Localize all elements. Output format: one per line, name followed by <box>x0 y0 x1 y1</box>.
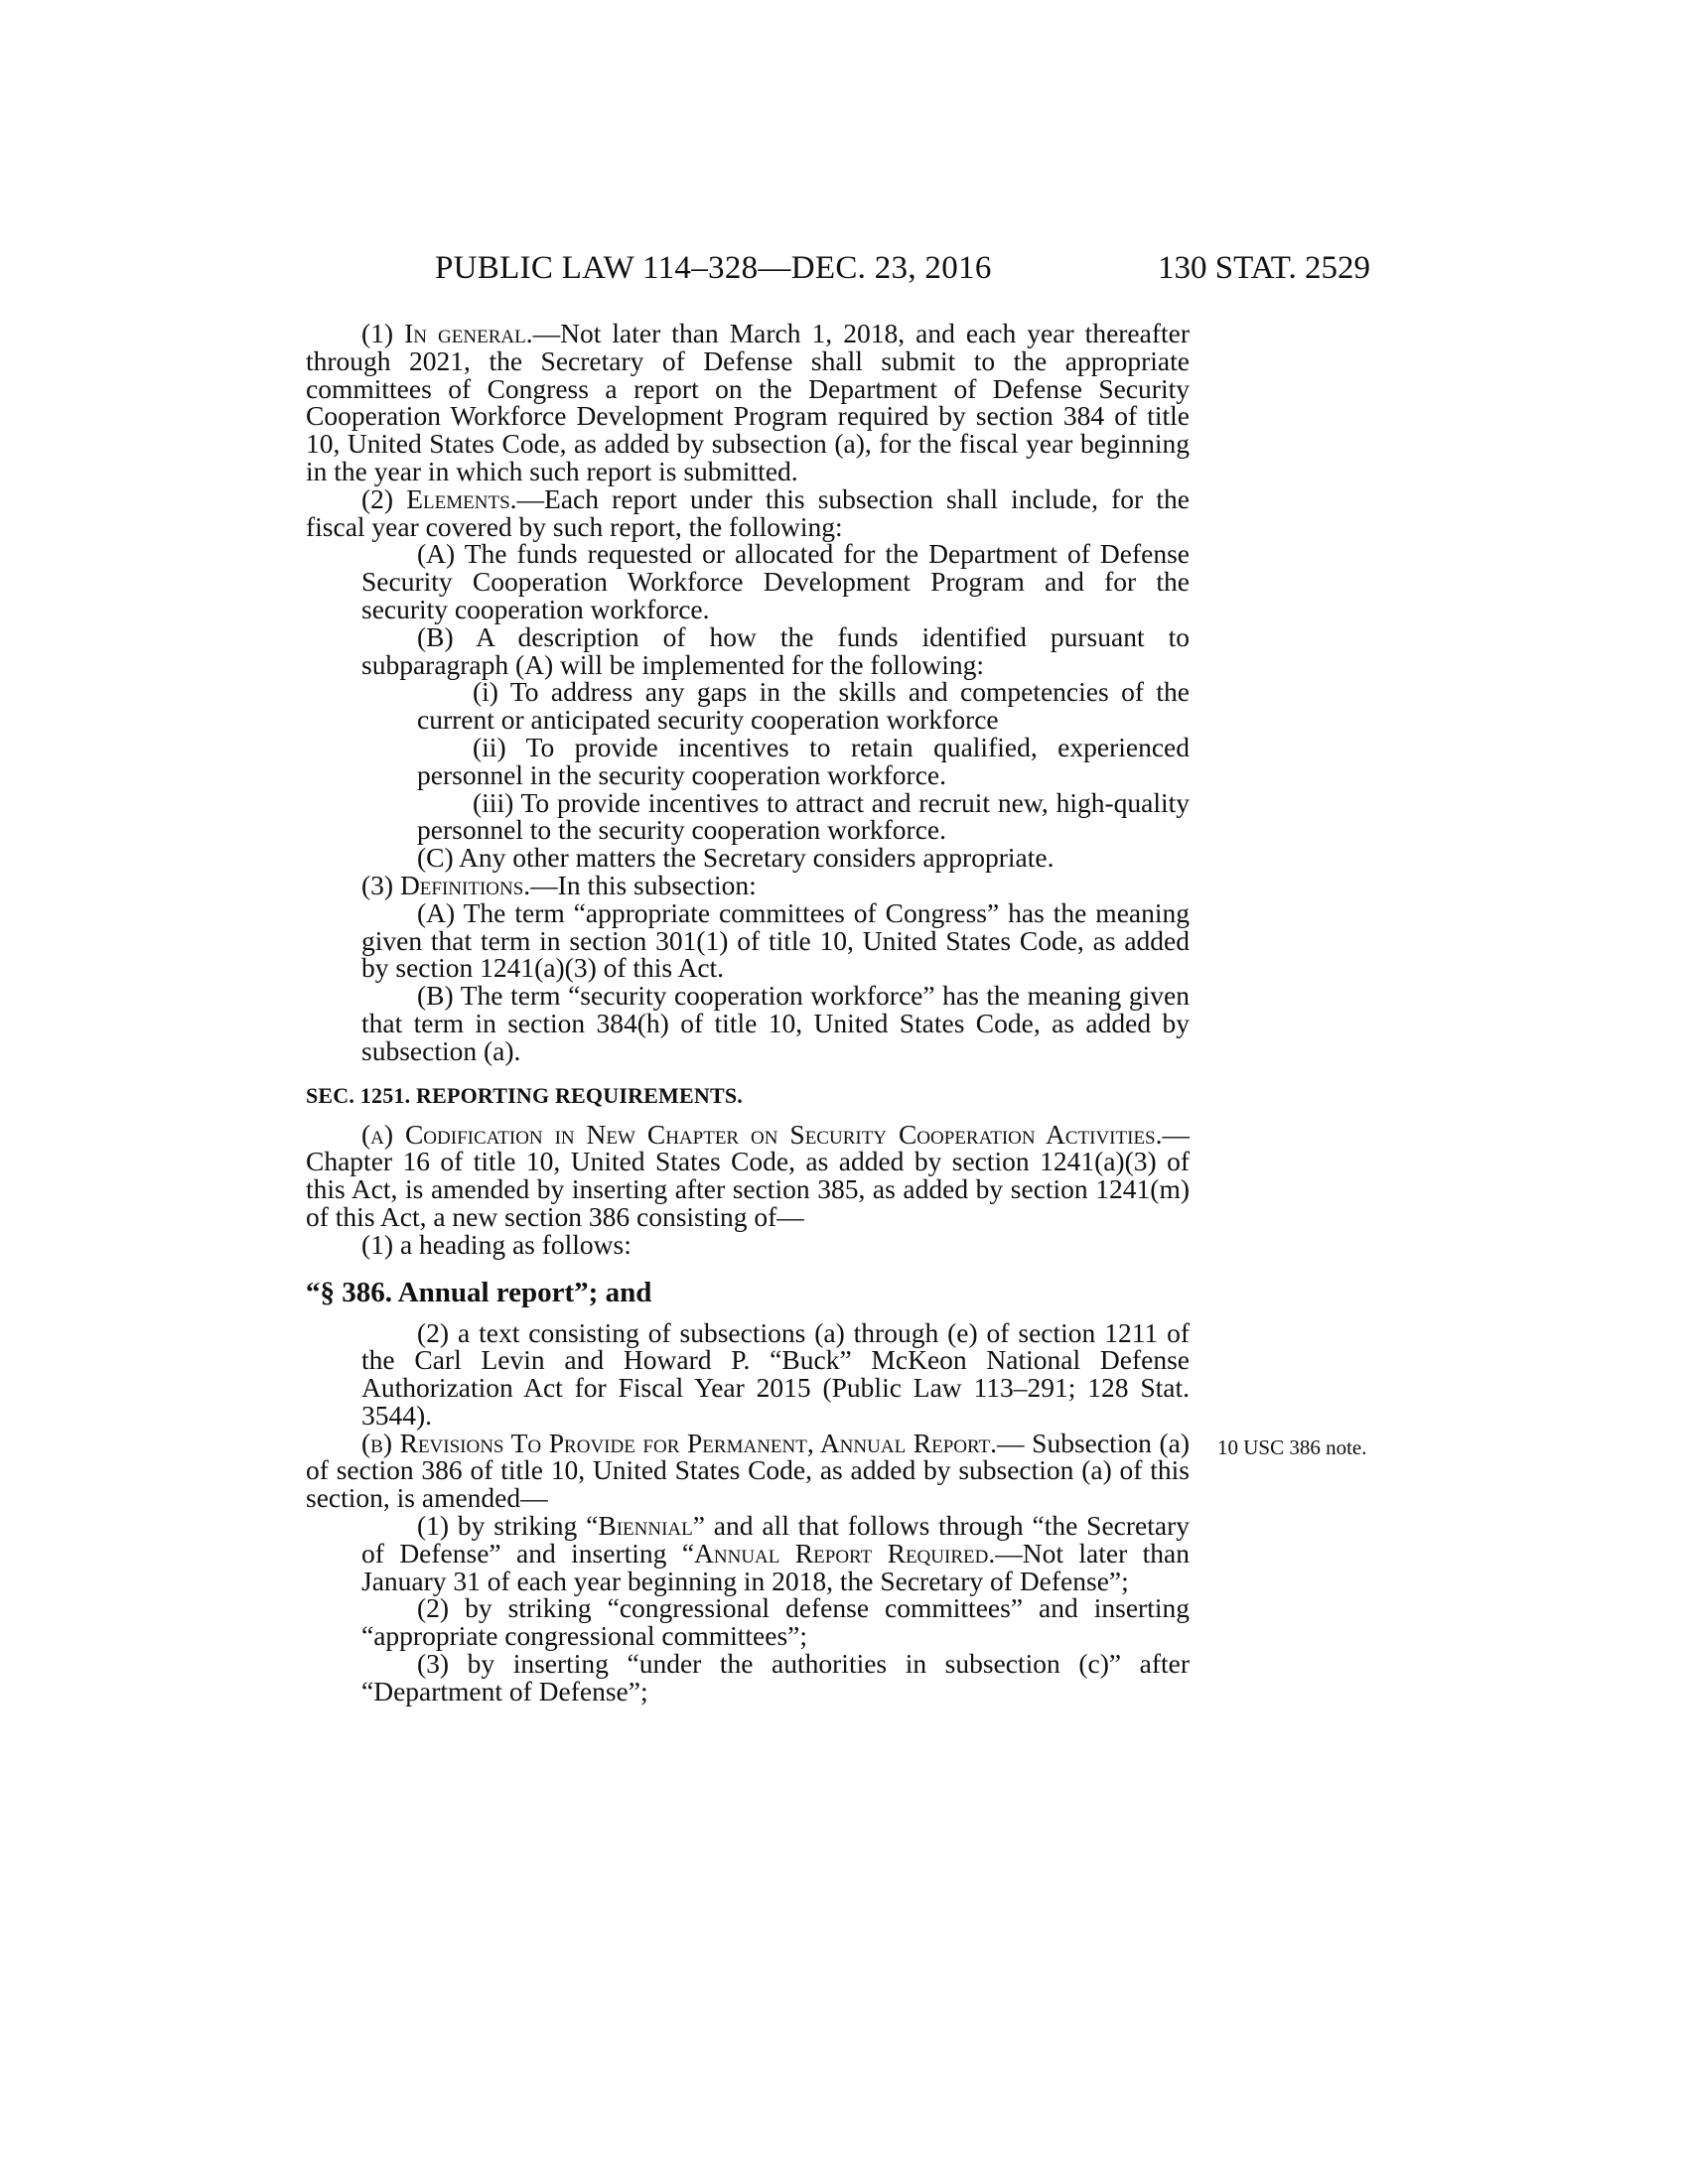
paragraph-3-text: —In this subsection: <box>530 869 757 900</box>
subparagraph-3a: (A) The term “appropriate committees of Congress” has the meaning given that term in section 301(1) of title 10, United States Code, as added by section 1241(a)(3) of this Act. <box>361 896 1190 984</box>
clause-2b-i: (i) To address any gaps in the skills and competencies of the current or anticipated security cooperation workforce <box>417 676 1190 736</box>
paragraph-1-label: (1) In general. <box>361 318 533 348</box>
subsection-a-2: (2) a text consisting of subsections (a) through (e) of section 1211 of the Carl Levin and Howard P. “Buck” McKeon National Defense Authorization Act for Fiscal Year 2015 (Public Law 113–291; 128 Stat. 3544). <box>361 1316 1190 1431</box>
paragraph-1 <box>306 320 1190 485</box>
b1-post: —Not later than January 31 of each year beginning in 2018, the Secretary of Defense”; <box>361 1537 1190 1596</box>
paragraph-3-label: (3) Definitions. <box>361 869 531 900</box>
paragraph-3 <box>306 869 1190 900</box>
paragraph-2 <box>306 482 1190 542</box>
paragraph-2-label: (2) Elements. <box>361 482 517 514</box>
subparagraph-2c: (C) Any other matters the Secretary considers appropriate. <box>417 842 1055 874</box>
section-386-heading: “§ 386. Annual report”; and <box>306 1276 652 1308</box>
subsection-b-1 <box>306 1512 1190 1594</box>
subparagraph-2a: (A) The funds requested or allocated for the Department of Defense Security Cooperation Workforce Development Program and for the security cooperation workforce. <box>361 538 1190 624</box>
b1-struck-term: Biennial <box>598 1510 693 1542</box>
subsection-a-1: (1) a heading as follows: <box>361 1228 632 1260</box>
clause-2b-ii: (ii) To provide incentives to retain qualified, experienced personnel in the security cooperation workforce. <box>417 731 1190 790</box>
paragraph-2-text: —Each report under this subsection shall include, for the fiscal year covered by such report, the following: <box>306 482 1190 542</box>
b1-inserted-term: Annual Report Required. <box>694 1537 996 1569</box>
page-header-stat: 130 STAT. 2529 <box>1158 250 1371 286</box>
b1-pre: (1) by striking “ <box>417 1510 599 1542</box>
page-header-title: PUBLIC LAW 114–328—DEC. 23, 2016 <box>435 250 992 286</box>
subparagraph-3b: (B) The term “security cooperation workforce” has the meaning given that term in section 384(h) of title 10, United States Code, as added by subsection (a). <box>361 980 1190 1066</box>
subsection-b <box>306 1427 1190 1514</box>
document-body <box>306 320 1190 1706</box>
subsection-a <box>306 1118 1190 1232</box>
subsection-b-2: (2) by striking “congressional defense committees” and inserting “appropriate congressional committees”; <box>361 1592 1190 1652</box>
page-header <box>0 250 1688 290</box>
subsection-a-label: (a) Codification in New Chapter on Security Cooperation Activities. <box>361 1118 1163 1150</box>
b1-mid: ” and all that follows through “the Secretary of Defense” and inserting “ <box>361 1510 1190 1569</box>
clause-2b-iii: (iii) To provide incentives to attract and recruit new, high-quality personnel to the security cooperation workforce. <box>417 786 1190 846</box>
section-heading: SEC. 1251. REPORTING REQUIREMENTS. <box>306 1082 743 1108</box>
subsection-b-text: — Subsection (a) of section 386 of title 10, United States Code, as added by subsection (a) of this section, is amended— <box>306 1427 1190 1514</box>
subsection-b-label: (b) Revisions To Provide for Permanent, Annual Report. <box>361 1427 998 1458</box>
subparagraph-2b: (B) A description of how the funds identified pursuant to subparagraph (A) will be implemented for the following: <box>361 620 1190 680</box>
subsection-b-3: (3) by inserting “under the authorities in subsection (c)” after “Department of Defense”; <box>361 1648 1190 1706</box>
margin-note: 10 USC 386 note. <box>1217 1435 1367 1459</box>
paragraph-1-text: —Not later than March 1, 2018, and each year thereafter through 2021, the Secretary of Defense shall submit to the appropriate committees of Congress a report on the Department of Defense Security Cooperation Workforce Development Program required by section 384 of title 10, United States Code, as added by subsection (a), for the fiscal year beginning in the year in which such report is submitted. <box>306 318 1191 486</box>
subsection-a-text: —Chapter 16 of title 10, United States Code, as added by section 1241(a)(3) of this Act, is amended by inserting after section 385, as added by section 1241(m) of this Act, a new section 386 consisting of— <box>306 1118 1190 1232</box>
